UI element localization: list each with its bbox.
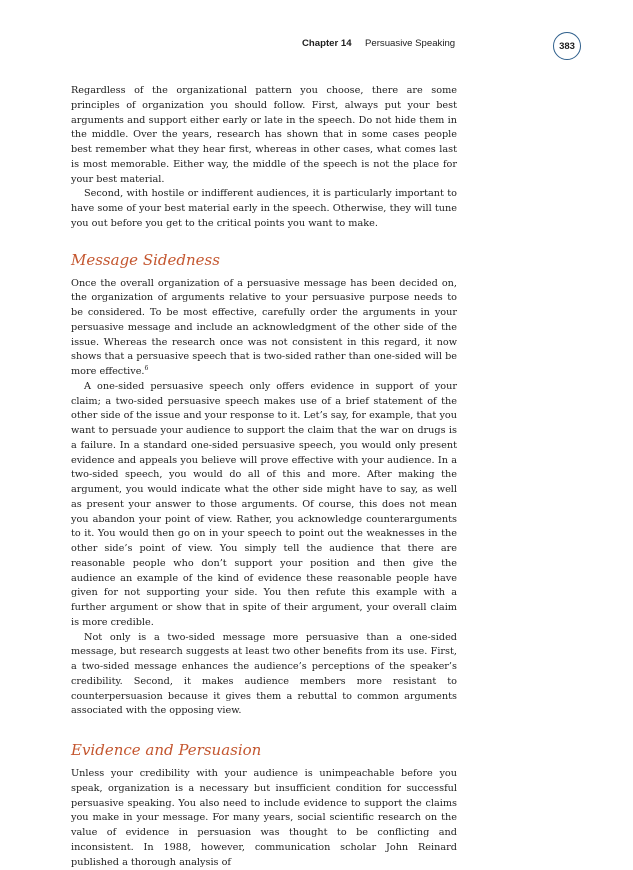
section-heading-message-sidedness: Message Sidedness xyxy=(71,250,220,269)
page-body xyxy=(71,84,457,870)
page-number: 383 xyxy=(559,40,575,52)
footnote-marker: 6 xyxy=(144,364,149,372)
section-heading-evidence-persuasion: Evidence and Persuasion xyxy=(71,741,262,759)
evidence-paragraph-1: Unless your credibility with your audience is unimpeachable before you speak, organization is a necessary but insufficient condition for successful persuasive speaking. You also need to include evidence to support the claims you make in your message. For many years, social scientific research on the value of evidence in persuasion was thought to be conflicting and inconsistent. In 1988, however, communication scholar John Reinard published a thorough analysis of xyxy=(71,768,457,868)
sidedness-paragraph-1-text: Once the overall organization of a persuasive message has been decided on, the organization of arguments relative to your persuasive purpose needs to be considered. To be most effective, carefully order the arguments in your persuasive message and include an acknowledgment of the other side of the issue. Whereas the research once was not consistent in this regard, it now shows that a persuasive speech that is two-sided rather than one-sided will be more effective. xyxy=(71,277,457,377)
chapter-title: Persuasive Speaking xyxy=(365,38,456,49)
intro-paragraph-2: Second, with hostile or indifferent audiences, it is particularly important to have some of your best material early in the speech. Otherwise, they will tune you out before you get to the critical points you want to make. xyxy=(71,188,457,229)
sidedness-paragraph-2: A one-sided persuasive speech only offers evidence in support of your claim; a two-sided persuasive speech makes use of a brief statement of the other side of the issue and your response to it. Let’s say, for example, that you want to persuade your audience to support the claim that the war on drugs is a failure. In a standard one-sided persuasive speech, you would only present evidence and appeals you believe will prove effective with your audience. In a two-sided speech, you would do all of this and more. After making the argument, you would indicate what the other side might have to say, as well as present your answer to those arguments. Of course, this does not mean you abandon your point of view. Rather, you acknowledge counterarguments to it. You would then go on in your speech to point out the weaknesses in the other side’s point of view. You simply tell the audience that there are reasonable people who don’t support your position and then give the audience an example of the kind of evidence these reasonable people have given for not supporting your side. You then refute this example with a further argument or show that in spite of their argument, your overall claim is more credible. xyxy=(71,380,457,628)
running-header xyxy=(0,38,633,54)
sidedness-paragraph-3: Not only is a two-sided message more persuasive than a one-sided message, but research suggests at least two other benefits from its use. First, a two-sided message enhances the audience’s perceptions of the speaker’s credibility. Second, it makes audience members more resistant to counterpersuasion because it gives them a rebuttal to common arguments associated with the opposing view. xyxy=(71,631,457,717)
intro-paragraph-1: Regardless of the organizational pattern you choose, there are some principles of organization you should follow. First, always put your best arguments and support either early or late in the speech. Do not hide them in the middle. Over the years, research has shown that in some cases people best remember what they hear first, whereas in other cases, what comes last is most memorable. Either way, the middle of the speech is not the place for your best material. xyxy=(71,85,457,185)
page-number-badge xyxy=(553,32,581,60)
sidedness-paragraph-1 xyxy=(71,277,457,380)
chapter-label: Chapter 14 xyxy=(302,38,352,49)
